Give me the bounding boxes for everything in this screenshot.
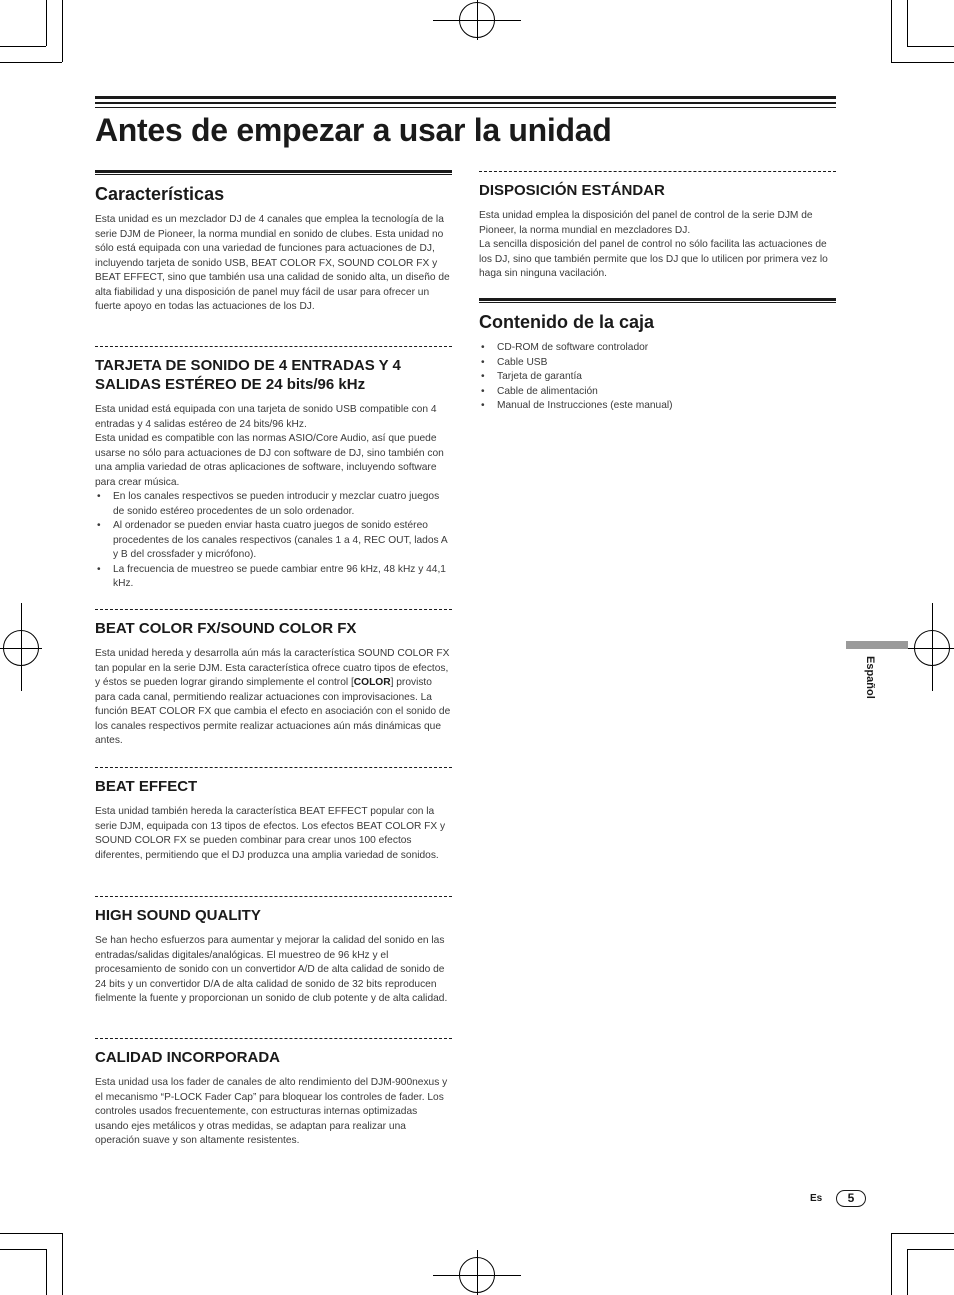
section-caracteristicas: [95, 170, 452, 315]
section-heading: BEAT EFFECT: [95, 778, 198, 795]
section-heading: CALIDAD INCORPORADA: [95, 1049, 280, 1066]
section-body: Esta unidad emplea la disposición del panel de control de la serie DJM de Pioneer, la norma mundial en mezcladores DJ.: [479, 210, 813, 236]
list-item: • La frecuencia de muestreo se puede cambiar entre 96 kHz, 48 kHz y 44,1 kHz.: [95, 563, 452, 592]
list-item: • CD-ROM de software controlador: [479, 341, 836, 356]
list-item: • En los canales respectivos se pueden introducir y mezclar cuatro juegos de sonido estéreo procedentes de un solo ordenador.: [95, 490, 452, 519]
section-heading: TARJETA DE SONIDO DE 4 ENTRADAS Y 4 SALIDAS ESTÉREO DE 24 bits/96 kHz: [95, 357, 401, 393]
section-beat-effect: [95, 767, 452, 863]
section-rule: [479, 171, 836, 172]
section-rule: [95, 767, 452, 768]
section-rule: [95, 170, 452, 175]
page-title: Antes de empezar a usar la unidad: [95, 112, 612, 148]
title-rule: [95, 102, 836, 104]
title-rule: [95, 107, 836, 108]
bullet-list: [95, 490, 452, 592]
section-body: Esta unidad es compatible con las normas ASIO/Core Audio, así que puede usarse no sólo para actuaciones de DJ con software de DJ, sino también con una amplia variedad de otras aplicaciones de software, incluyendo software para crear música.: [95, 433, 444, 488]
language-tab-label: Español: [864, 656, 876, 699]
section-heading: Contenido de la caja: [479, 312, 655, 332]
body-text: Esta unidad hereda y desarrolla aún más la característica SOUND COLOR FX tan popular en la serie DJM. Esta característica ofrece cuatro tipos de efectos, y éstos se pueden lograr girando simplemente el control [: [95, 648, 450, 688]
section-rule: [479, 298, 836, 303]
section-tarjeta: [95, 346, 452, 592]
section-high-sound: [95, 896, 452, 1007]
language-tab-bar: [846, 641, 908, 649]
list-item: • Cable de alimentación: [479, 385, 836, 400]
section-heading: DISPOSICIÓN ESTÁNDAR: [479, 182, 665, 199]
title-rule: [95, 96, 836, 99]
section-rule: [95, 1038, 452, 1039]
section-body: Esta unidad está equipada con una tarjeta de sonido USB compatible con 4 entradas y 4 salidas estéreo de 24 bits/96 kHz.: [95, 404, 437, 430]
section-heading: Características: [95, 184, 225, 204]
section-rule: [95, 346, 452, 347]
section-rule: [95, 609, 452, 610]
section-heading: HIGH SOUND QUALITY: [95, 907, 261, 924]
list-item: • Cable USB: [479, 356, 836, 371]
footer-language-code: Es: [810, 1193, 823, 1204]
section-rule: [95, 896, 452, 897]
section-body: La sencilla disposición del panel de control no sólo facilita las actuaciones de los DJ, sino que también permite que los DJ que lo utilicen por primera vez lo haga sin ninguna vacilación.: [479, 239, 828, 279]
body-text: ] provisto para cada canal, permitiendo realizar actuaciones con improvisaciones. La función BEAT COLOR FX que cambia el efecto en asociación con el sonido de los canales respectivos permite realizar actuaciones aún más dinámicas que antes.: [95, 677, 451, 746]
box-contents-list: [479, 341, 836, 414]
section-body: Esta unidad también hereda la característica BEAT EFFECT popular con la serie DJM, equipada con 13 tipos de efectos. Los efectos BEAT COLOR FX y SOUND COLOR FX se pueden combinar para crear unos 100 efectos diferentes, permitiendo que el DJ produzca una amplia variedad de sonidos.: [95, 806, 446, 861]
section-body: Esta unidad usa los fader de canales de alto rendimiento del DJM-900nexus y el mecanismo “P-LOCK Fader Cap” para bloquear los controles de fader. Los controles usados frecuentemente, con estructuras internas optimizadas usando ejes metálicos y otras medidas, se adaptan para realizar una operación suave y son altamente resistentes.: [95, 1077, 448, 1146]
section-disposicion: [479, 171, 836, 282]
section-heading: BEAT COLOR FX/SOUND COLOR FX: [95, 620, 357, 637]
section-body: Esta unidad es un mezclador DJ de 4 canales que emplea la tecnología de la serie DJM de Pioneer, la norma mundial en sonido de clubes. Esta unidad no sólo está equipada con una variedad de funciones para actuaciones de DJ, incluyendo tarjeta de sonido USB, BEAT COLOR FX, SOUND COLOR FX y BEAT EFFECT, sino que también usa una calidad de sonido alta, un diseño de alta fiabilidad y una disposición de panel muy fácil de usar para ofrecer un fuerte apoyo en todas las actuaciones de los DJ.: [95, 214, 450, 312]
list-item: • Al ordenador se pueden enviar hasta cuatro juegos de sonido estéreo procedentes de los canales respectivos (canales 1 a 4, REC OUT, lados A y B del crossfader y micrófono).: [95, 519, 452, 563]
page-number: 5: [836, 1190, 866, 1207]
color-control-keyword: COLOR: [353, 677, 391, 688]
section-contenido: [479, 298, 836, 414]
section-calidad: [95, 1038, 452, 1149]
section-body: Se han hecho esfuerzos para aumentar y mejorar la calidad del sonido en las entradas/salidas digitales/analógicas. El muestreo de 96 kHz y el procesamiento de sonido con un convertidor A/D de alta calidad de sonido de 24 bits y un convertidor D/A de alta calidad de sonido de 32 bits reproducen fielmente la fuente y proporcionan un sonido de club potente y de alta calidad.: [95, 935, 448, 1004]
section-body: [95, 647, 452, 749]
list-item: • Tarjeta de garantía: [479, 370, 836, 385]
section-beat-color: [95, 609, 452, 749]
list-item: • Manual de Instrucciones (este manual): [479, 399, 836, 414]
